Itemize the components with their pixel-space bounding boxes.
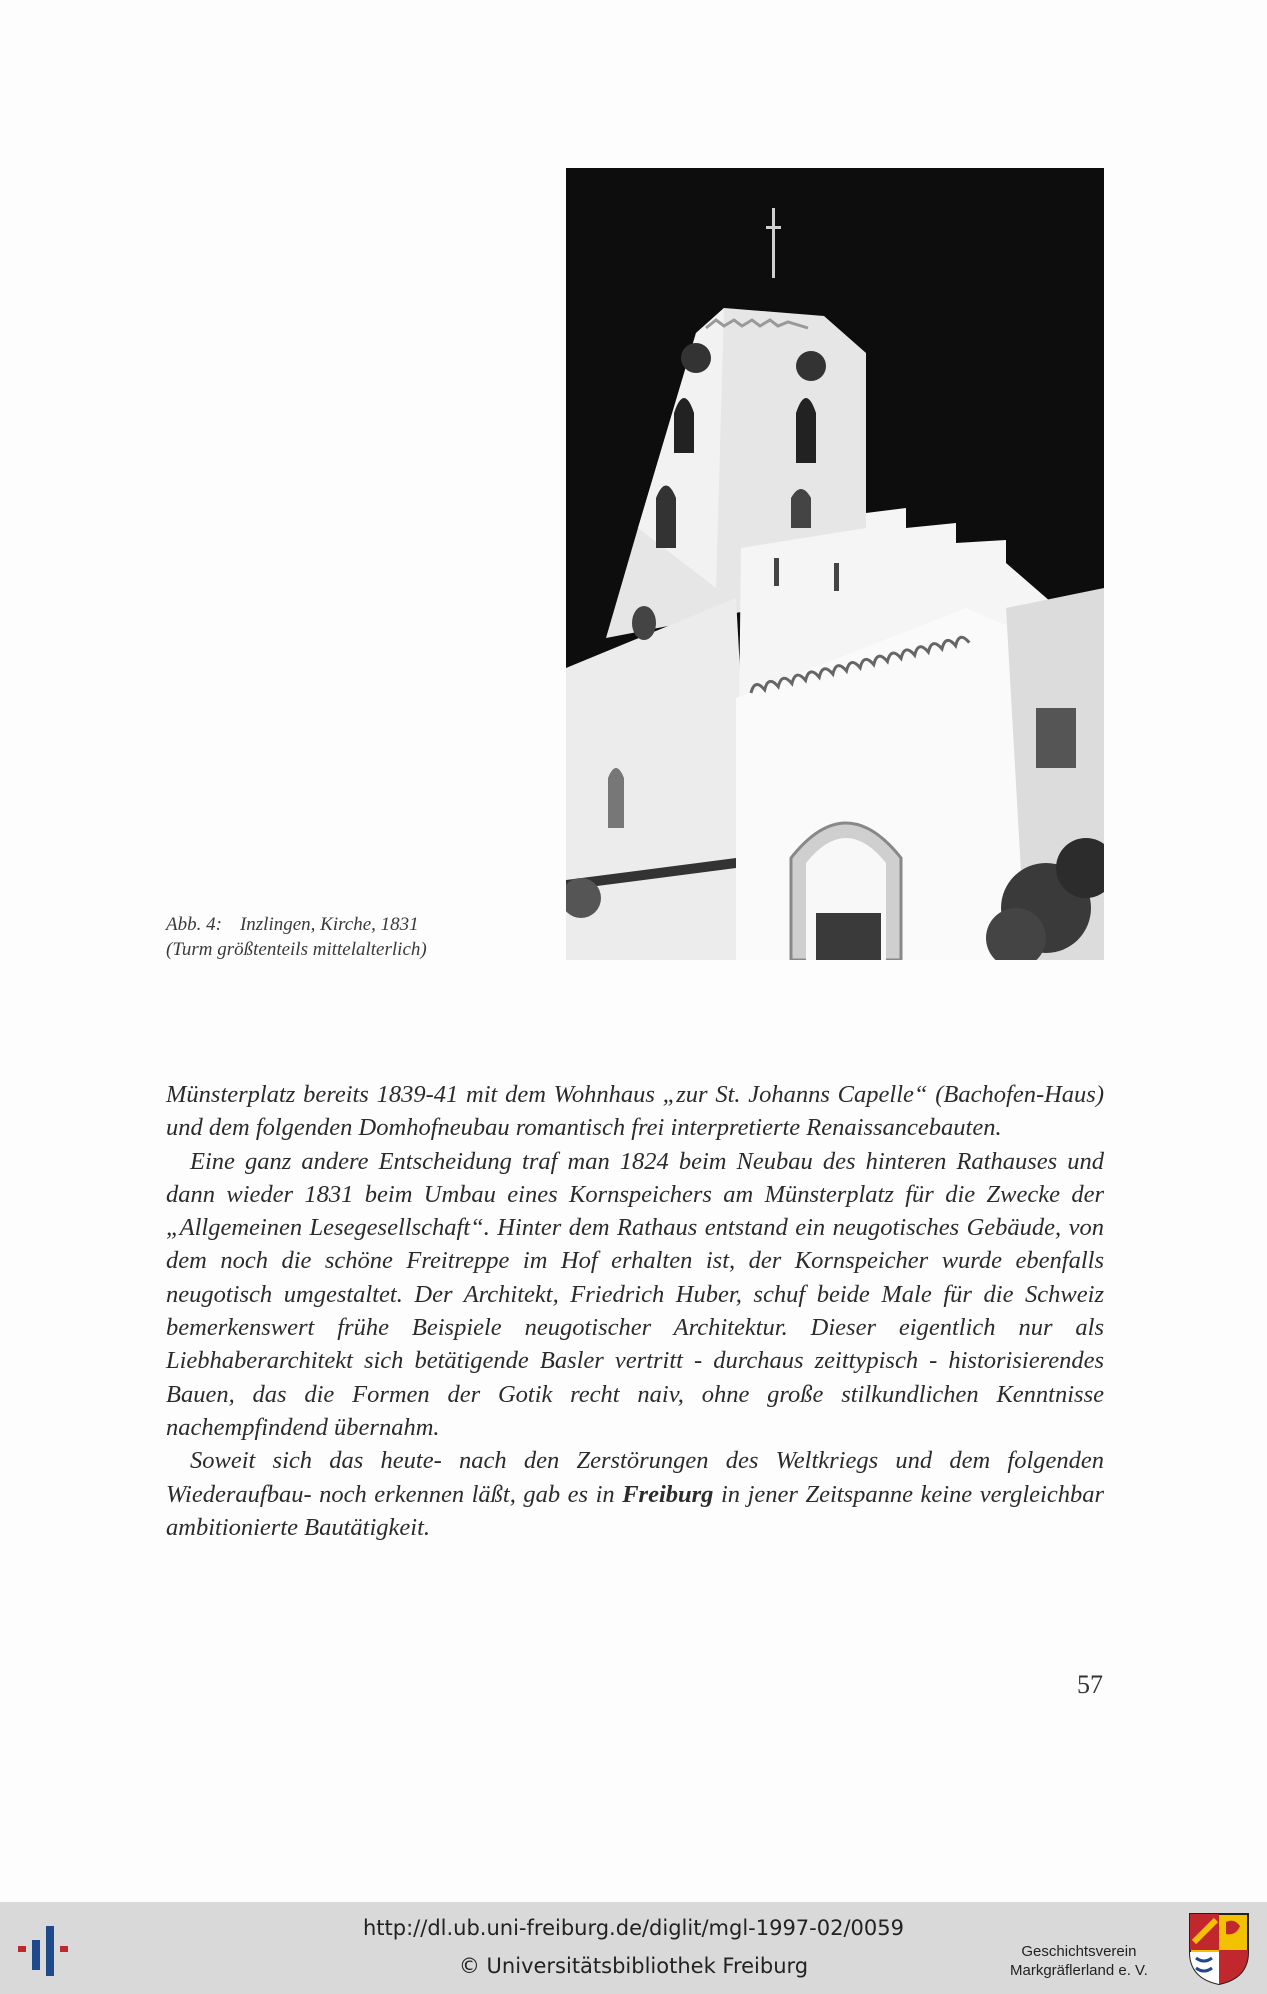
copyright-text: © Universitätsbibliothek Freiburg (458, 1954, 809, 1978)
caption-title: Inzlingen, Kirche, 1831 (239, 914, 419, 935)
caption-note: (Turm größtenteils mittelalterlich) (166, 939, 427, 960)
society-name (1010, 1942, 1148, 1980)
document-url-link[interactable]: http://dl.ub.uni-freiburg.de/diglit/mgl-1997-02/0059 (362, 1916, 904, 1940)
figure-caption (166, 912, 427, 962)
page-number: 57 (1077, 1670, 1103, 1699)
caption-label: Abb. 4: (166, 914, 222, 935)
paragraph-3-end: in jener Zeitspanne keine vergleichbar ambitionierte Bautätigkeit. (166, 1480, 1104, 1541)
society-line-1: Geschichtsverein (1021, 1943, 1137, 1960)
paragraph-1: Münsterplatz bereits 1839-41 mit dem Wohnhaus „zur St. Johanns Capelle“ (Bachofen-Haus) und dem folgenden Domhofneubau romantisch frei interpretierte Renaissancebauten. (166, 1081, 1104, 1142)
society-line-2: Markgräflerland e. V. (1010, 1962, 1148, 1979)
paragraph-3 (166, 1444, 1104, 1544)
body-text (166, 1078, 1104, 1544)
church-photo (566, 168, 1104, 960)
freiburg-emphasis: Freiburg (622, 1480, 714, 1508)
society-crest-icon[interactable] (1188, 1912, 1250, 1986)
footer-bar (0, 1902, 1267, 1994)
paragraph-2: Eine ganz andere Entscheidung traf man 1824 beim Neubau des hinteren Rathauses und dann wieder 1831 beim Umbau eines Kornspeichers am Münsterplatz für die Zwecke der „Allgemeinen Lesegesellschaft“. Hinter dem Rathaus entstand ein neugotisches Gebäude, von dem noch die schöne Freitreppe im Hof erhalten ist, der Kornspeicher wurde ebenfalls neugotisch umgestaltet. Der Architekt, Friedrich Huber, schuf beide Male für die Schweiz bemerkenswert frühe Beispiele neugotischer Architektur. Dieser eigentlich nur als Liebhaberarchitekt sich betätigende Basler vertritt - durchaus zeittypisch - historisierendes Bauen, das die Formen der Gotik recht naiv, ohne große stilkundlichen Kenntnisse nachempfindend übernahm. (166, 1147, 1104, 1441)
paragraph-3-start: Soweit sich das heute- nach den Zerstörungen des Weltkriegs und dem folgenden Wiederaufbau- noch erkennen läßt, gab es in (166, 1447, 1104, 1508)
